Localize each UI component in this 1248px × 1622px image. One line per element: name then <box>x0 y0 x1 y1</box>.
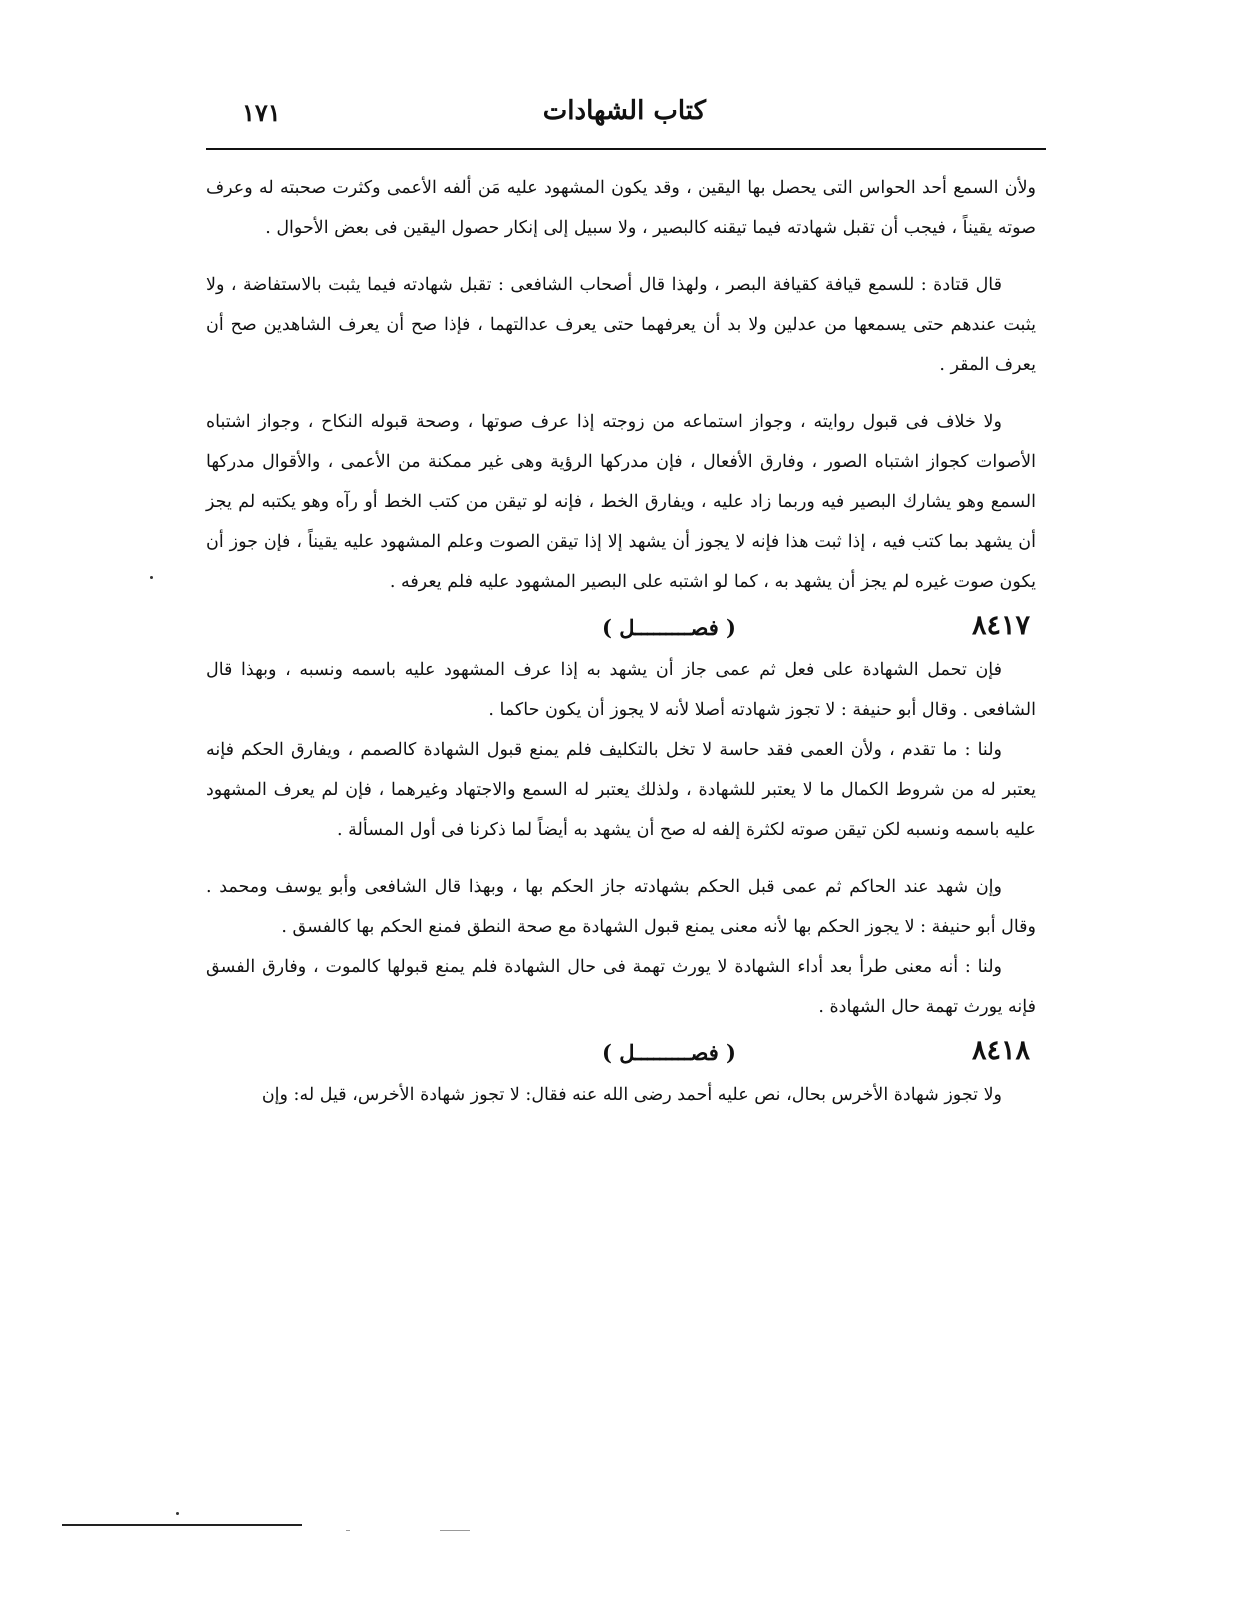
paragraph-no-dispute: ولا خلاف فى قبول روايته ، وجواز استماعه من زوجته إذا عرف صوتها ، وصحة قبوله النكاح ، وجواز اشتباه الأصوات كجواز اشتباه الصور ، وفارق الأفعال ، فإن مدركها الرؤية وهى غير ممكنة من الأعمى ، والأقوال مدركها السمع وهو يشارك البصير فيه وربما زاد عليه ، ويفارق الخط ، فإنه لو تيقن من كتب الخط أو رآه وهو يكتبه لم يجز أن يشهد بما كتب فيه ، إذا ثبت هذا فإنه لا يجوز أن يشهد إلا إذا تيقن الصوت وعلم المشهود عليه يقيناً ، فإن جوز أن يكون صوت غيره لم يجز أن يشهد به ، كما لو اشتبه على البصير المشهود عليه فلم يعرفه . <box>206 412 1036 592</box>
page-number: ١٧١ <box>242 98 281 127</box>
paragraph-qatada: قال قتادة : للسمع قيافة كقيافة البصر ، ولهذا قال أصحاب الشافعى : تقبل شهادته فيما يثبت بالاستفاضة ، ولا يثبت عندهم حتى يسمعها من عدلين ولا بد أن يعرفهما حتى يعرف عدالتهما ، فإذا صح أن يعرف الشاهدين صح أن يعرف المقر . <box>206 275 1036 375</box>
scan-speck <box>440 1530 470 1531</box>
paragraph-hearing-senses: ولأن السمع أحد الحواس التى يحصل بها اليقين ، وقد يكون المشهود عليه مَن ألفه الأعمى وكثرت صحبته له وعرف صوته يقيناً ، فيجب أن تقبل شهادته فيما تيقنه كالبصير ، ولا سبيل إلى إنكار حصول اليقين فى بعض الأحوال . <box>206 178 1036 238</box>
footnote-rule <box>62 1524 302 1526</box>
main-text <box>206 168 1036 1115</box>
section-title: ( فصـــــــــل ) <box>601 1040 736 1065</box>
section-title: ( فصـــــــــل ) <box>601 615 736 640</box>
paragraph-supervening: ولنا : أنه معنى طرأ بعد أداء الشهادة لا يورث تهمة فى حال الشهادة فلم يمنع قبولها كالموت ، وفارق الفسق فإنه يورث تهمة حال الشهادة . <box>206 957 1036 1017</box>
header-rule <box>206 148 1046 150</box>
scan-speck <box>150 576 153 579</box>
scan-speck <box>176 1512 179 1515</box>
page-header <box>206 92 1046 138</box>
running-title: كتاب الشهادات <box>542 96 706 126</box>
paragraph-our-argument: ولنا : ما تقدم ، ولأن العمى فقد حاسة لا تخل بالتكليف فلم يمنع قبول الشهادة كالصمم ، ويفارق الحكم فإنه يعتبر له من شروط الكمال ما لا يعتبر للشهادة ، ولذلك يعتبر له السمع والاجتهاد وغيرهما ، فإن لم يعرف المشهود عليه باسمه ونسبه لكن تيقن صوته لكثرة إلفه له صح أن يشهد به أيضاً لما ذكرنا فى أول المسألة . <box>206 740 1036 840</box>
section-number: ٨٤١٧ <box>971 610 1030 641</box>
section-heading-8417 <box>206 606 1036 650</box>
paragraph-testified-then-blind: وإن شهد عند الحاكم ثم عمى قبل الحكم بشهادته جاز الحكم بها ، وبهذا قال الشافعى وأبو يوسف ومحمد . وقال أبو حنيفة : لا يجوز الحكم بها لأنه معنى يمنع قبول الشهادة مع صحة النطق فمنع الحكم بها كالفسق . <box>206 877 1036 937</box>
section-number: ٨٤١٨ <box>971 1035 1030 1066</box>
paragraph-mute-witness: ولا تجوز شهادة الأخرس بحال، نص عليه أحمد رضى الله عنه فقال: لا تجوز شهادة الأخرس، قيل له: وإن <box>261 1085 1002 1105</box>
section-heading-8418 <box>206 1031 1036 1075</box>
paragraph-blind-witness: فإن تحمل الشهادة على فعل ثم عمى جاز أن يشهد به إذا عرف المشهود عليه باسمه ونسبه ، وبهذا قال الشافعى . وقال أبو حنيفة : لا تجوز شهادته أصلا لأنه لا يجوز أن يكون حاكما . <box>206 660 1036 720</box>
scan-speck <box>346 1530 350 1531</box>
